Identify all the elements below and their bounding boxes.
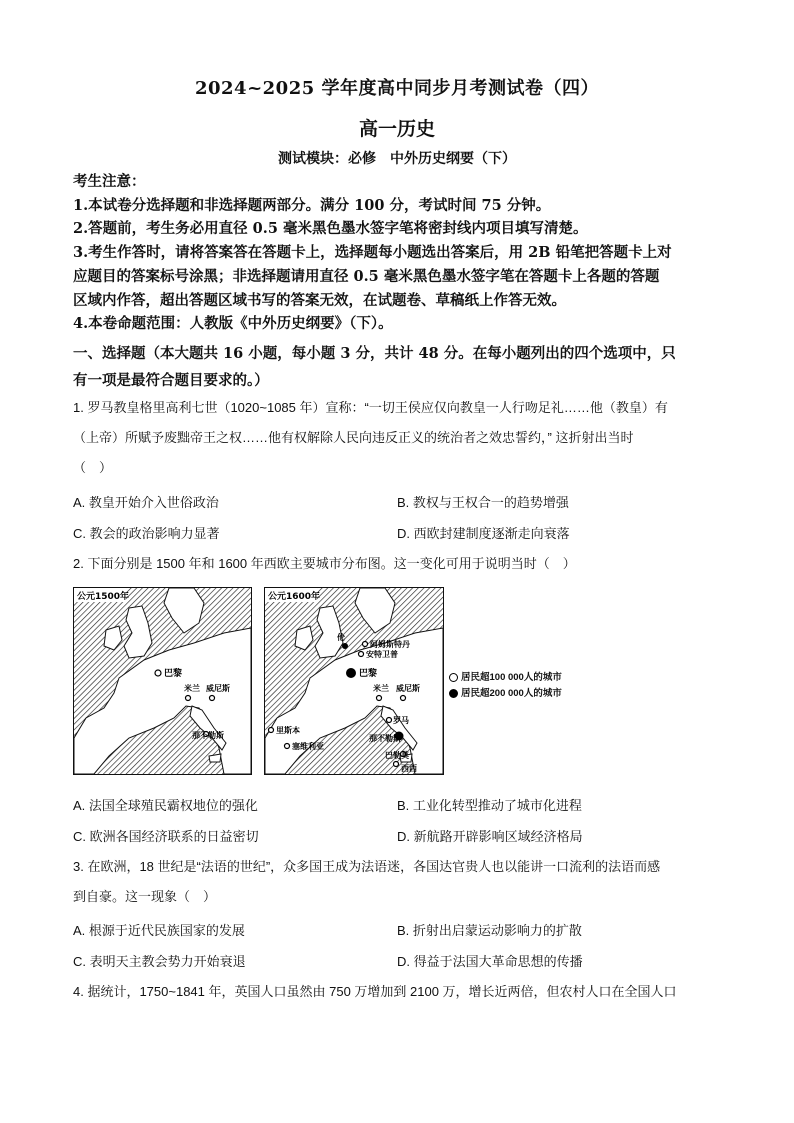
city-label: 那不勒斯 xyxy=(369,734,401,743)
notice-item: 1.本试卷分选择题和非选择题两部分。满分 100 分，考试时间 75 分钟。 xyxy=(73,196,551,214)
city-label: 威尼斯 xyxy=(396,684,420,693)
test-module: 测试模块：必修 中外历史纲要（下） xyxy=(278,151,516,167)
map-year-label: 公元1500年 xyxy=(77,592,130,602)
section-heading-line: 一、选择题（本大题共 16 小题，每小题 3 分，共计 48 分。在每小题列出的四个选项中，只 xyxy=(73,345,676,362)
q3-option-d: D. 得益于法国大革命思想的传播 xyxy=(397,954,583,969)
question-3 xyxy=(73,852,733,912)
notice-item: 2.答题前，考生务必用直径 0.5 毫米黑色墨水签字笔将密封线内项目填写清楚。 xyxy=(73,220,588,238)
city-label: 巴黎 xyxy=(359,669,378,679)
city-label: 米兰 xyxy=(184,684,200,693)
section-heading-line: 有一项是最符合题目要求的。） xyxy=(73,372,269,389)
notice-item: 4.本卷命题范围：人教版《中外历史纲要》（下）。 xyxy=(73,315,393,333)
section-heading xyxy=(73,340,733,394)
q3-option-a: A. 根源于近代民族国家的发展 xyxy=(73,923,245,938)
q1-option-c: C. 教会的政治影响力显著 xyxy=(73,526,220,541)
notice-heading: 考生注意： xyxy=(73,173,146,190)
q2-option-d: D. 新航路开辟影响区域经济格局 xyxy=(397,829,583,844)
q1-option-a: A. 教皇开始介入世俗政治 xyxy=(73,495,219,510)
exam-title: 2024~2025 学年度高中同步月考测试卷（四） xyxy=(194,78,600,99)
q2-option-b: B. 工业化转型推动了城市化进程 xyxy=(397,798,582,813)
subject-title: 高一历史 xyxy=(358,118,435,140)
notice-item: 应题目的答案标号涂黑；非选择题请用直径 0.5 毫米黑色墨水签字笔在答题卡上各题的答题 xyxy=(73,267,660,285)
city-label: 里斯本 xyxy=(276,726,300,735)
notice-item: 3.考生作答时，请将答案答在答题卡上，选择题每小题选出答案后，用 2B 铅笔把答题卡上对 xyxy=(73,244,672,262)
city-label: 巴勒莫 xyxy=(385,751,409,760)
city-label: 阿姆斯特丹 xyxy=(370,640,410,649)
question-4 xyxy=(73,977,733,1007)
filled-circle-icon xyxy=(449,689,458,698)
notice-item: 区域内作答，超出答题区域书写的答案无效，在试题卷、草稿纸上作答无效。 xyxy=(73,291,566,309)
question-text: （上帝）所赋予废黜帝王之权……他有权解除人民向违反正义的统治者之效忠誓约，” 这折射出当时 xyxy=(73,430,634,445)
city-label: 塞维利亚 xyxy=(292,742,324,751)
hollow-circle-icon xyxy=(449,673,458,682)
q3-option-c: C. 表明天主教会势力开始衰退 xyxy=(73,954,246,969)
legend-label: 居民超100 000人的城市 xyxy=(461,672,562,683)
question-text: 2. 下面分别是 1500 年和 1600 年西欧主要城市分布图。这一变化可用于说明当时（ ） xyxy=(73,556,576,571)
city-label: 米兰 xyxy=(373,684,389,693)
city-label: 罗马 xyxy=(393,716,409,725)
question-2 xyxy=(73,549,733,579)
q1-option-b: B. 教权与王权合一的趋势增强 xyxy=(397,495,569,510)
map-1500 xyxy=(73,587,252,775)
q2-option-a: A. 法国全球殖民霸权地位的强化 xyxy=(73,798,258,813)
city-label: 威尼斯 xyxy=(206,684,230,693)
city-label: 安特卫普 xyxy=(366,650,398,659)
question-text: 4. 据统计，1750~1841 年，英国人口虽然由 750 万增加到 2100 万，增长近两倍，但农村人口在全国人口 xyxy=(73,984,677,999)
question-1 xyxy=(73,393,733,483)
europe-map-1500-figure xyxy=(74,588,251,774)
europe-map-1600-figure xyxy=(265,588,443,774)
map-year-label: 公元1600年 xyxy=(268,592,321,602)
question-text: 3. 在欧洲，18 世纪是“法语的世纪”，众多国王成为法语迷，各国达官贵人也以能讲一口流利的法语而感 xyxy=(73,859,661,874)
question-text: 1. 罗马教皇格里高利七世（1020~1085 年）宣称：“一切王侯应仅向教皇一人行吻足礼……他（教皇）有 xyxy=(73,400,668,415)
notice-block xyxy=(73,170,733,336)
map-1600 xyxy=(264,587,444,775)
q1-option-d: D. 西欧封建制度逐渐走向衰落 xyxy=(397,526,570,541)
answer-blank: （ ） xyxy=(73,460,113,475)
question-text: 到自豪。这一现象（ ） xyxy=(73,889,217,904)
map-legend-hollow xyxy=(449,669,562,683)
city-label: 伦 xyxy=(337,633,345,642)
city-label: 西西 xyxy=(401,764,417,773)
city-label: 巴黎 xyxy=(164,669,183,679)
legend-label: 居民超200 000人的城市 xyxy=(461,688,562,699)
q3-option-b: B. 折射出启蒙运动影响力的扩散 xyxy=(397,923,582,938)
map-legend-filled xyxy=(449,685,562,699)
q2-option-c: C. 欧洲各国经济联系的日益密切 xyxy=(73,829,259,844)
city-label: 那不勒斯 xyxy=(192,731,224,740)
